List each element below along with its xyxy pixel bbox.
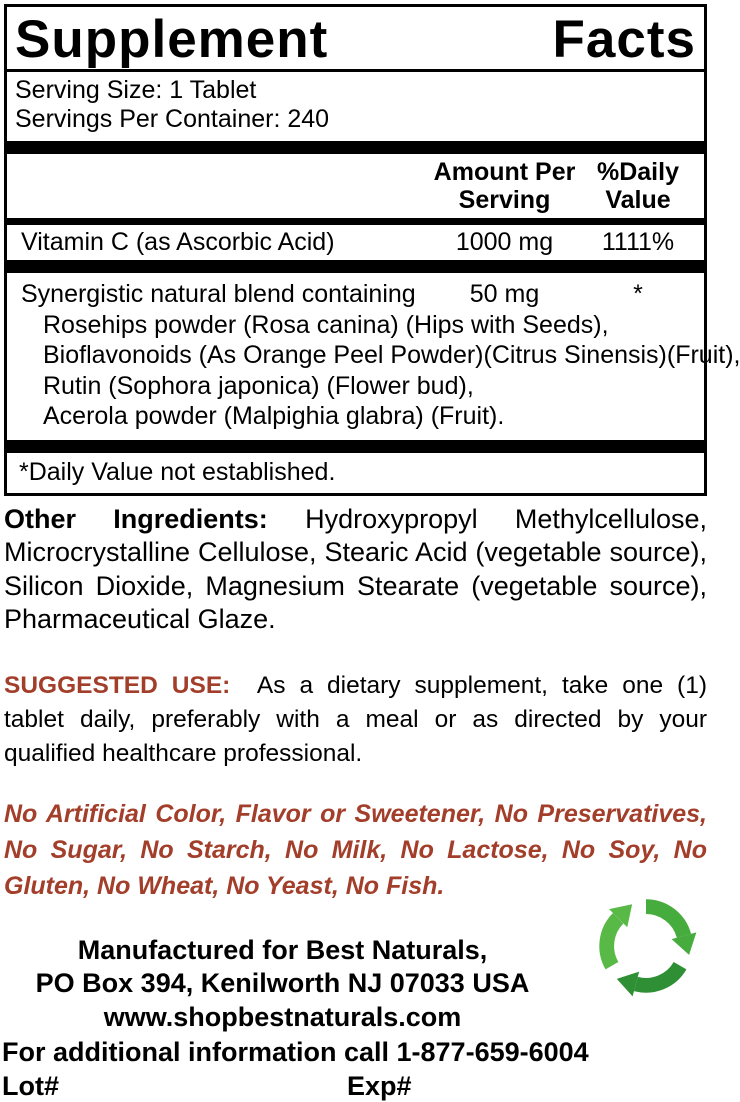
nutrient-name: Vitamin C (as Ascorbic Acid)	[21, 227, 335, 256]
serving-info	[7, 72, 704, 141]
phone-info-line: For additional information call 1-877-659-6004	[2, 1036, 589, 1067]
blend-component: Bioflavonoids (As Orange Peel Powder)(Citrus Sinensis)(Fruit),	[43, 341, 740, 370]
other-ingredients-label: Other Ingredients:	[4, 503, 268, 534]
blend-component: Rosehips powder (Rosa canina) (Hips with Seeds),	[43, 310, 609, 339]
dv-header-line2: Value	[605, 185, 671, 214]
blend-component: Acerola powder (Malpighia glabra) (Fruit).	[43, 402, 505, 431]
blend-amount: 50 mg	[469, 280, 540, 309]
suggested-use-text: As a dietary supplement, take one (1) tablet daily, preferably with a meal or as directed by your qualified healthcare professional.	[4, 671, 707, 768]
manufactured-for-line: Manufactured for Best Naturals,	[77, 934, 488, 965]
blend-daily-value: *	[633, 280, 643, 309]
blend-name: Synergistic natural blend containing	[21, 280, 416, 309]
nutrient-row-vitamin-c	[7, 225, 704, 261]
recycle-icon	[587, 876, 705, 1016]
daily-value-header	[582, 158, 694, 214]
daily-value-footnote: *Daily Value not established.	[19, 457, 336, 486]
address-line: PO Box 394, Kenilworth NJ 07033 USA	[35, 968, 530, 999]
nutrient-daily-value: 1111%	[601, 227, 675, 256]
panel-title	[7, 7, 704, 72]
servings-per-container-line: Servings Per Container: 240	[15, 105, 330, 134]
divider-bar-header	[7, 218, 704, 225]
amount-header-line2: Serving	[458, 185, 551, 214]
amount-header-line1: Amount Per	[433, 157, 576, 186]
exp-label: Exp#	[347, 1070, 412, 1101]
suggested-use-paragraph	[4, 669, 707, 772]
dv-header-line1: %Daily	[597, 157, 679, 186]
nutrient-amount: 1000 mg	[455, 227, 554, 256]
lot-label: Lot#	[2, 1070, 59, 1101]
website-line: www.shopbestnaturals.com	[103, 1002, 462, 1033]
blend-components-list	[21, 310, 740, 432]
divider-bar-mid	[7, 260, 704, 273]
amount-per-serving-header	[427, 158, 582, 214]
other-ingredients-paragraph	[4, 503, 707, 637]
supplement-facts-panel	[4, 4, 740, 496]
supplement-label	[0, 4, 740, 1101]
blend-section	[7, 273, 740, 440]
divider-bar-bottom	[7, 440, 704, 453]
nutrient-row-blend	[21, 279, 694, 310]
facts-column-header	[7, 154, 704, 218]
blend-component: Rutin (Sophora japonica) (Flower bud),	[43, 371, 474, 400]
lot-exp-row	[0, 1071, 711, 1102]
serving-size-line: Serving Size: 1 Tablet	[15, 75, 257, 104]
panel-title-word-1: Supplement	[15, 10, 329, 69]
panel-title-word-2: Facts	[552, 10, 696, 69]
claims-paragraph: No Artificial Color, Flavor or Sweetener, No Preservatives, No Sugar, No Starch, No Milk, No Lactose, No Soy, No Gluten, No Wheat, No Yeast, No Fish.	[4, 799, 707, 900]
suggested-use-label: SUGGESTED USE:	[4, 671, 231, 699]
divider-bar-top	[7, 141, 704, 154]
other-ingredients-text: Hydroxypropyl Methylcellulose, Microcrystalline Cellulose, Stearic Acid (vegetable source), Silicon Dioxide, Magnesium Stearate (vegetable source), Pharmaceutical Glaze.	[4, 503, 707, 635]
